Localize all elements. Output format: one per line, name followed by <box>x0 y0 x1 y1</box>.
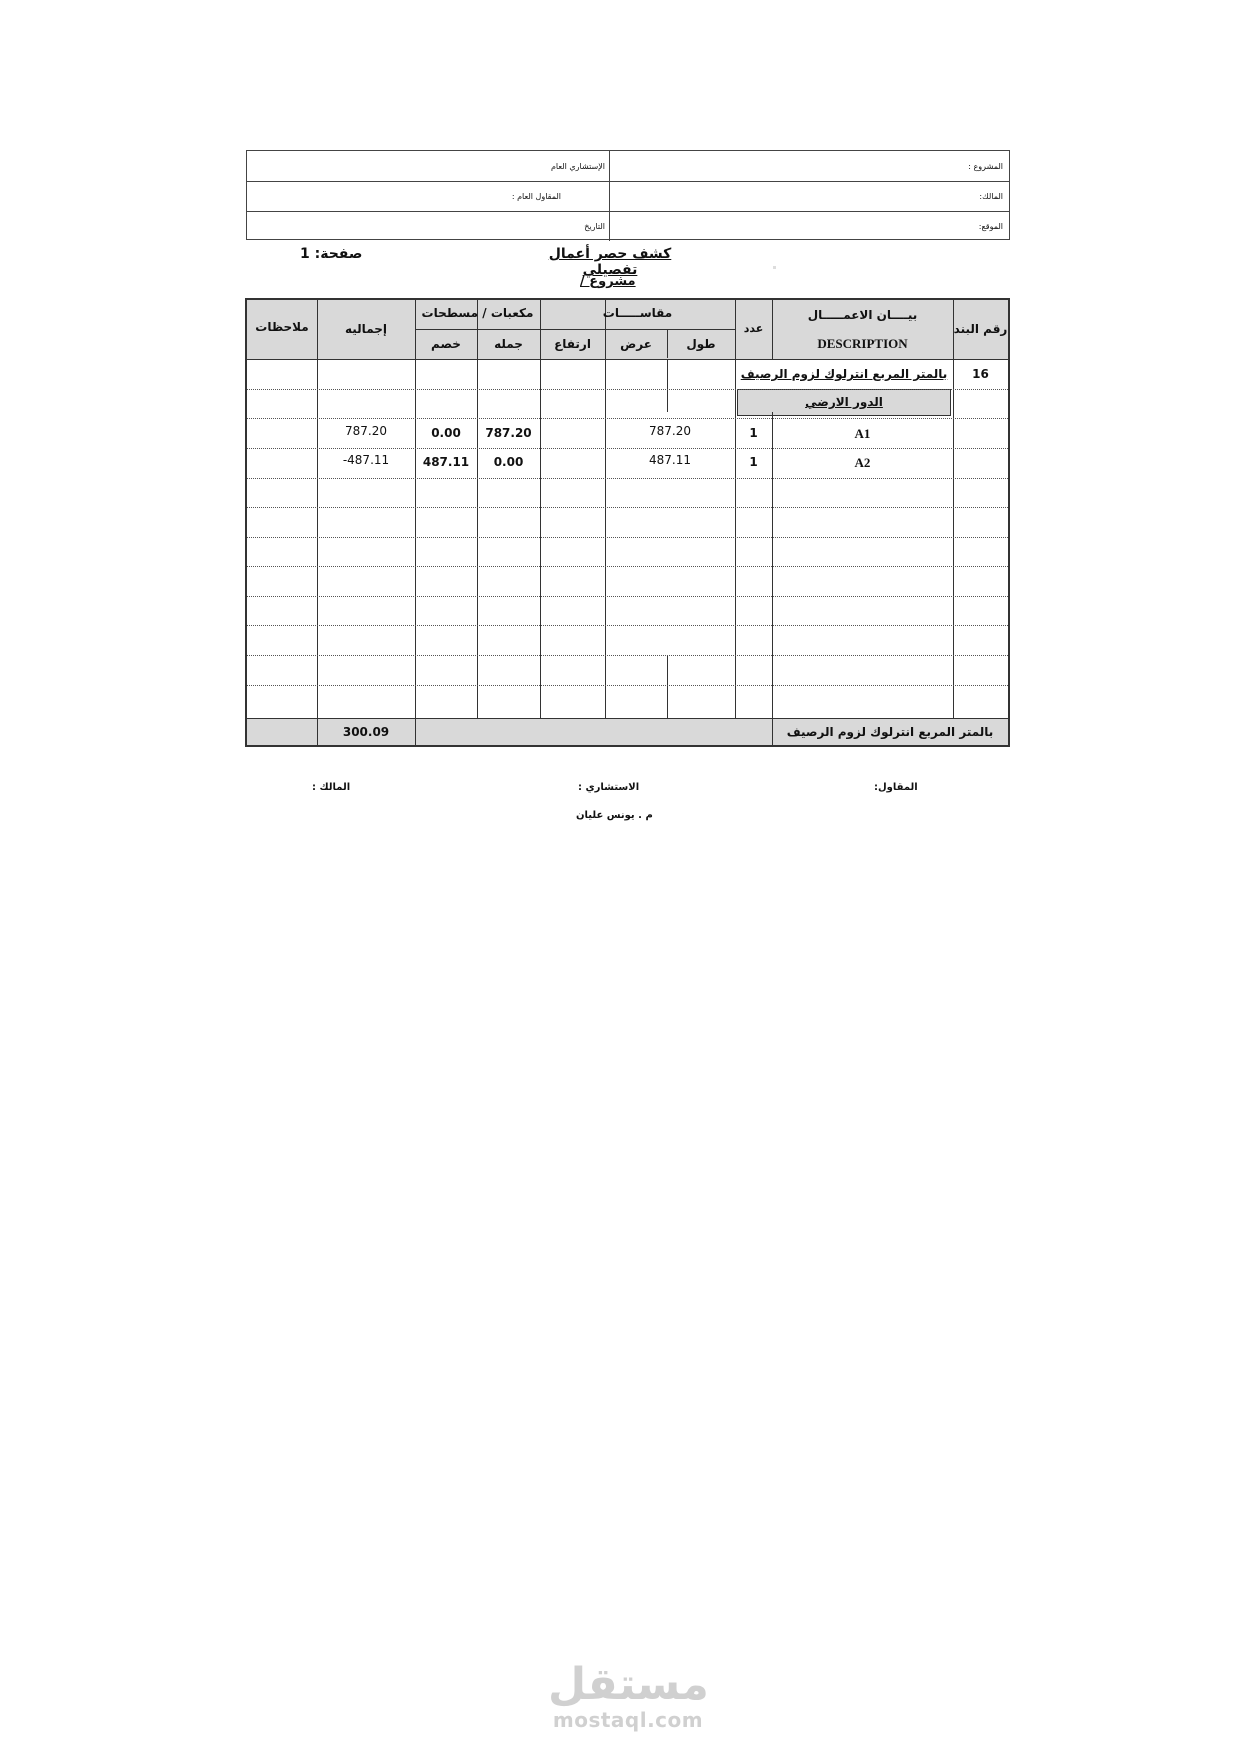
header-item-no: رقم البند <box>953 322 1008 336</box>
header-deduct: خصم <box>431 337 461 351</box>
site-label: الموقع: <box>609 211 1009 241</box>
header-info-box <box>246 150 1010 240</box>
row-count: 1 <box>749 426 758 440</box>
header-count: عدد <box>743 322 764 335</box>
item-description: بالمتر المربع انترلوك لزوم الرصيف <box>740 367 948 381</box>
row-gross: 787.20 <box>485 426 532 440</box>
header-description-ar: بيــــان الاعمـــــال <box>807 308 918 322</box>
row-total: 787.20 <box>345 424 387 438</box>
consultant-label: الإستشاري العام <box>550 161 605 171</box>
document-title: كشف حصر أعمال تفصيلي <box>548 246 672 278</box>
header-notes: ملاحظات <box>255 320 309 334</box>
header-description-en: DESCRIPTION <box>817 336 908 351</box>
header-height: ارتفاع <box>554 337 591 351</box>
header-gross: جمله <box>494 337 523 351</box>
project-label: المشروع : <box>609 151 1009 181</box>
row-desc: A2 <box>854 455 871 470</box>
contractor-signature-label: المقاول: <box>874 782 918 793</box>
footer-description: بالمتر المربع انترلوك لزوم الرصيف <box>786 725 994 739</box>
header-total: إجماليه <box>345 322 387 336</box>
row-count: 1 <box>749 455 758 469</box>
consultant-signature-label: الاستشاري : <box>578 782 640 793</box>
header-volumes: مكعبات / مسطحات <box>421 306 534 320</box>
row-deduct: 487.11 <box>422 455 470 469</box>
info-row-project <box>247 151 1009 182</box>
header-width: عرض <box>620 337 652 351</box>
owner-signature-label: المالك : <box>312 782 351 793</box>
section-title: الدور الارضي <box>805 395 883 409</box>
row-total: -487.11 <box>342 453 390 467</box>
owner-label: المالك: <box>609 181 1009 211</box>
scan-speck <box>773 266 776 269</box>
engineer-name: م . يونس عليان <box>576 810 653 821</box>
header-dimensions: مقاســـــات <box>602 306 673 320</box>
item-number: 16 <box>972 367 989 381</box>
footer-total: 300.09 <box>342 725 390 739</box>
quantities-table <box>245 298 1010 747</box>
row-deduct: 0.00 <box>431 426 461 440</box>
project-title: مشروع / <box>580 274 636 289</box>
watermark-arabic: مستقل <box>548 1659 709 1710</box>
row-desc: A1 <box>854 426 871 441</box>
page-number: صفحة: 1 <box>300 246 363 262</box>
mostaql-watermark <box>548 1659 709 1732</box>
contractor-label: المقاول العام : <box>511 191 561 201</box>
row-dimension: 787.20 <box>649 424 691 438</box>
date-label: التاريخ <box>584 221 605 231</box>
info-row-owner <box>247 181 1009 212</box>
header-length: طول <box>686 337 716 351</box>
watermark-latin: mostaql.com <box>552 1708 704 1732</box>
info-row-site <box>247 211 1009 241</box>
row-dimension: 487.11 <box>649 453 691 467</box>
row-gross: 0.00 <box>493 455 524 469</box>
